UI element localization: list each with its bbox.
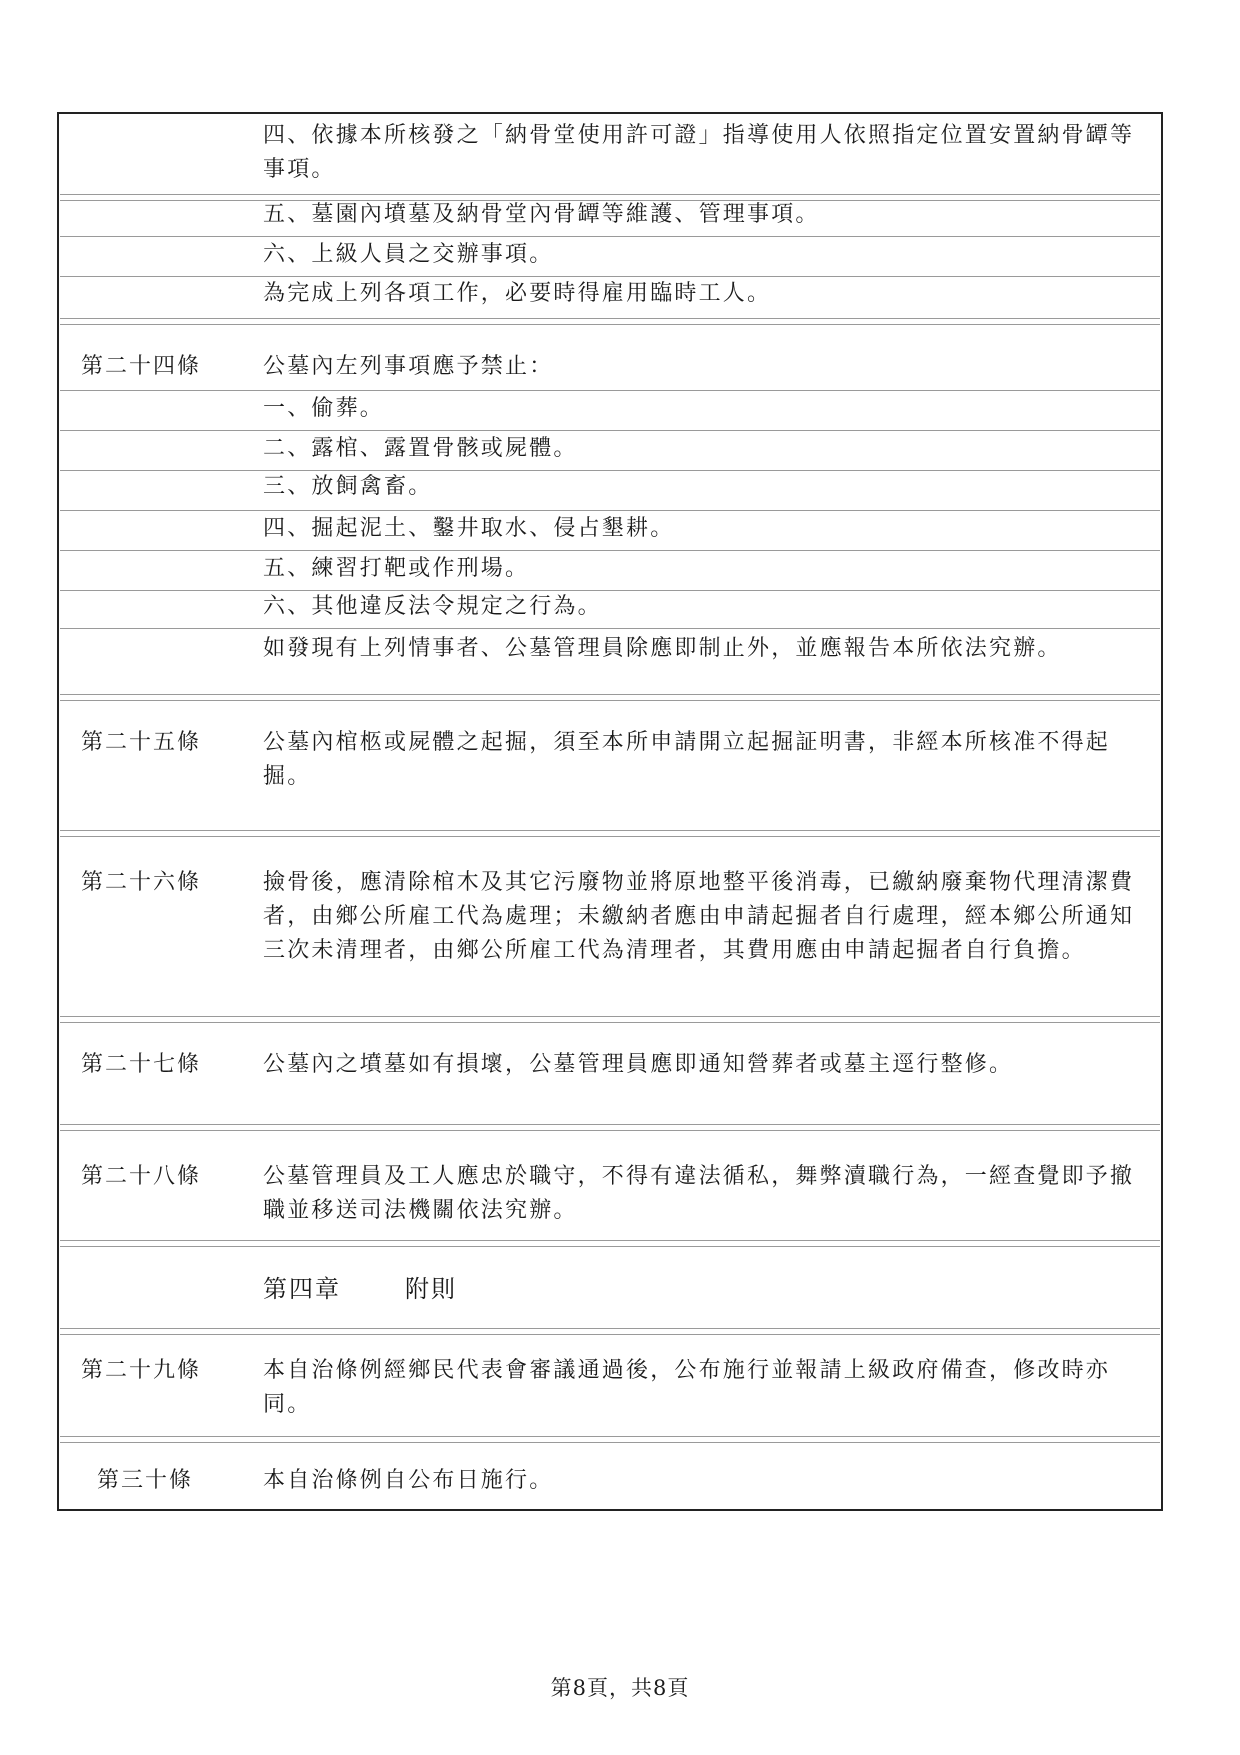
row-separator [60, 1130, 1160, 1131]
article-28-text: 公墓管理員及工人應忠於職守，不得有違法循私，舞弊瀆職行為，一經查覺即予撤職並移送司法機關依法究辦。 [263, 1164, 1135, 1223]
chapter-heading [263, 1272, 457, 1306]
article-23-closing: 為完成上列各項工作，必要時得雇用臨時工人。 [263, 281, 772, 306]
row-separator [60, 318, 1160, 319]
article-28-label: 第二十八條 [81, 1164, 202, 1189]
row-separator [60, 1124, 1160, 1125]
article-24-label: 第二十四條 [81, 354, 202, 379]
row-separator [60, 194, 1160, 195]
article-23-item-5: 五、墓園內墳墓及納骨堂內骨罈等維護、管理事項。 [263, 202, 820, 227]
row-separator [60, 1022, 1160, 1023]
regulation-table [57, 112, 1163, 1511]
row-separator [60, 324, 1160, 325]
article-27-text: 公墓內之墳墓如有損壞，公墓管理員應即通知營葬者或墓主逕行整修。 [263, 1052, 1014, 1077]
row-separator [60, 430, 1160, 431]
row-separator [60, 628, 1160, 629]
row-separator [60, 550, 1160, 551]
article-24-item-3: 三、放飼禽畜。 [263, 474, 433, 499]
article-23-item-6: 六、上級人員之交辦事項。 [263, 242, 554, 267]
article-23-item-4: 四、依據本所核發之「納骨堂使用許可證」指導使用人依照指定位置安置納骨罈等事項。 [263, 123, 1135, 182]
article-24-item-2: 二、露棺、露置骨骸或屍體。 [263, 436, 578, 461]
row-separator [60, 694, 1160, 695]
row-separator [60, 1442, 1160, 1443]
article-24-closing: 如發現有上列情事者、公墓管理員除應即制止外，並應報告本所依法究辦。 [263, 636, 1062, 661]
row-separator [60, 1334, 1160, 1335]
row-separator [60, 1246, 1160, 1247]
article-29-label: 第二十九條 [81, 1358, 202, 1383]
row-separator [60, 1328, 1160, 1329]
article-27-label: 第二十七條 [81, 1052, 202, 1077]
article-24-item-6: 六、其他違反法令規定之行為。 [263, 594, 602, 619]
article-29-text: 本自治條例經鄉民代表會審議通過後，公布施行並報請上級政府備查，修改時亦同。 [263, 1358, 1111, 1417]
article-25-label: 第二十五條 [81, 730, 202, 755]
article-24-item-5: 五、練習打靶或作刑場。 [263, 556, 530, 581]
article-25-text: 公墓內棺柩或屍體之起掘，須至本所申請開立起掘証明書，非經本所核准不得起掘。 [263, 730, 1111, 789]
chapter-number: 第四章 [263, 1275, 341, 1303]
row-separator [60, 236, 1160, 237]
article-26-text: 撿骨後，應清除棺木及其它污廢物並將原地整平後消毒，已繳納廢棄物代理清潔費者，由鄉公所雇工代為處理；未繳納者應由申請起掘者自行處理，經本鄉公所通知三次未清理者，由鄉公所雇工代為清理者，其費用應由申請起掘者自行負擔。 [263, 870, 1135, 963]
chapter-title: 附則 [405, 1275, 457, 1303]
row-separator [60, 830, 1160, 831]
article-30-label: 第三十條 [97, 1468, 194, 1493]
article-24-intro: 公墓內左列事項應予禁止： [263, 354, 554, 379]
article-26-label: 第二十六條 [81, 870, 202, 895]
article-24-item-1: 一、偷葬。 [263, 396, 385, 421]
row-separator [60, 1016, 1160, 1017]
article-30-text: 本自治條例自公布日施行。 [263, 1468, 554, 1493]
row-separator [60, 700, 1160, 701]
row-separator [60, 390, 1160, 391]
row-separator [60, 1436, 1160, 1437]
page-number: 第8頁，共8頁 [550, 1676, 690, 1700]
row-separator [60, 836, 1160, 837]
row-separator [60, 1240, 1160, 1241]
article-24-item-4: 四、掘起泥土、鑿井取水、侵占墾耕。 [263, 516, 675, 541]
row-separator [60, 510, 1160, 511]
